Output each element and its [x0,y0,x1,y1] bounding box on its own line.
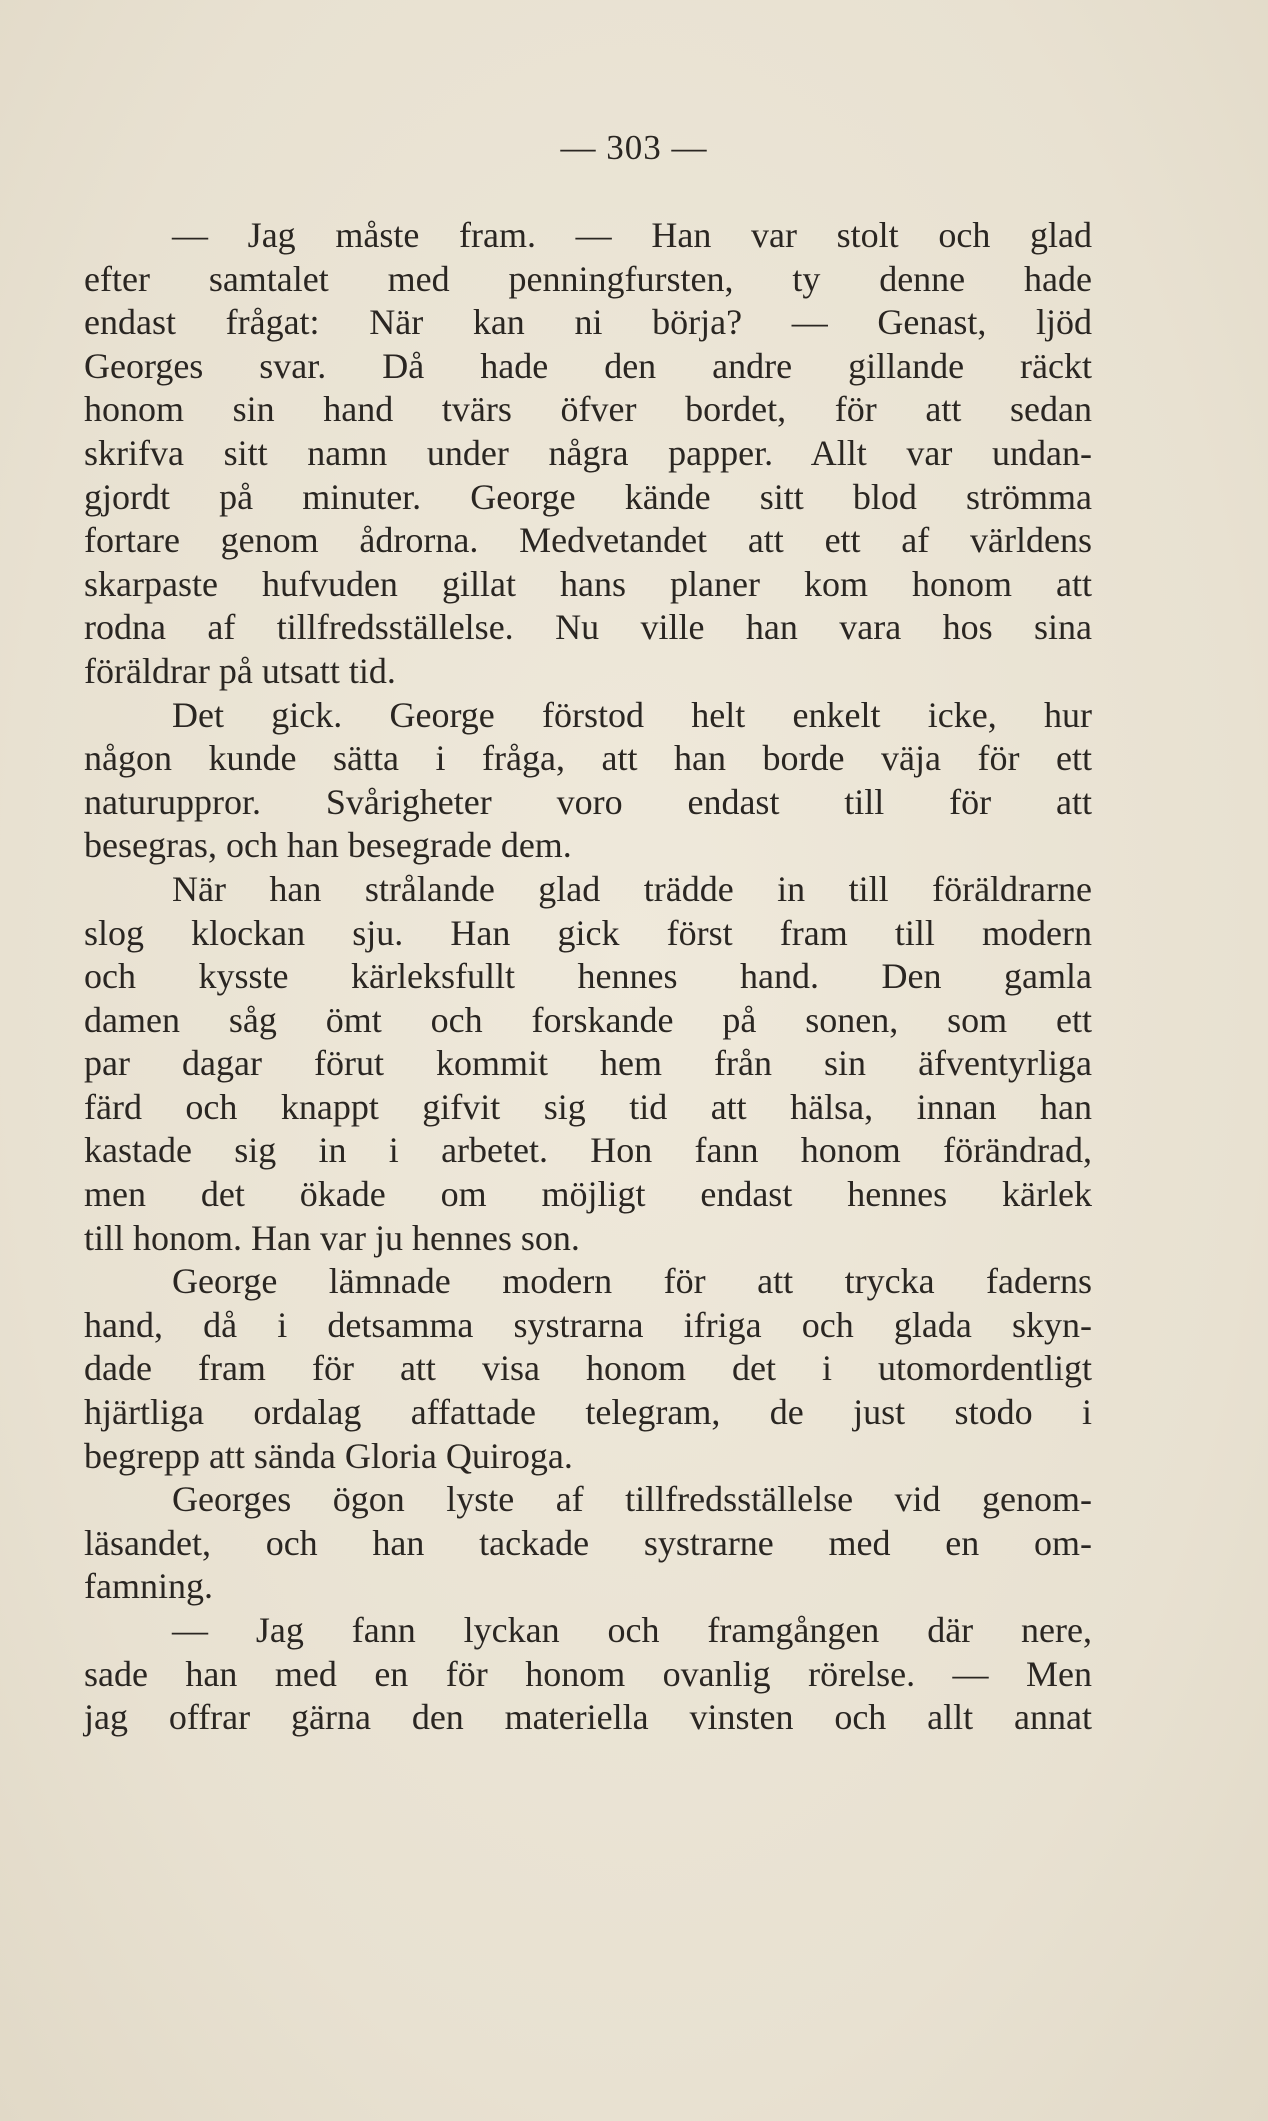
text-line: till honom. Han var ju hennes son. [84,1217,580,1258]
text-line: damen såg ömt och forskande på sonen, som ett [84,999,1092,1040]
text-line: honom sin hand tvärs öfver bordet, för att sedan [84,389,1092,430]
text-line: jag offrar gärna den materiella vinsten och allt annat [84,1697,1092,1738]
text-line: sade han med en för honom ovanlig rörelse. — Men [84,1653,1092,1694]
text-line: begrepp att sända Gloria Quiroga. [84,1435,573,1476]
text-line: färd och knappt gifvit sig tid att hälsa, innan han [84,1086,1092,1127]
text-line: efter samtalet med penningfursten, ty denne hade [84,258,1092,299]
text-line: hand, då i detsamma systrarna ifriga och glada skyn- [84,1304,1092,1345]
text-line: kastade sig in i arbetet. Hon fann honom förändrad, [84,1130,1092,1171]
text-line: skarpaste hufvuden gillat hans planer kom honom att [84,563,1092,604]
text-line: och kysste kärleksfullt hennes hand. Den gamla [84,956,1092,997]
text-line: fortare genom ådrorna. Medvetandet att ett af världens [84,520,1092,561]
text-line: Georges svar. Då hade den andre gillande räckt [84,345,1092,386]
text-line: föräldrar på utsatt tid. [84,650,396,691]
text-line: men det ökade om möjligt endast hennes kärlek [84,1174,1092,1215]
text-line: slog klockan sju. Han gick först fram till modern [84,912,1092,953]
text-line: gjordt på minuter. George kände sitt blod strömma [84,476,1092,517]
text-line: Det gick. George förstod helt enkelt icke, hur [172,694,1092,735]
text-line: någon kunde sätta i fråga, att han borde väja för ett [84,738,1092,779]
text-line: — Jag fann lyckan och framgången där nere, [172,1610,1092,1650]
text-line: dade fram för att visa honom det i utomordentligt [84,1348,1092,1389]
text-line: par dagar förut kommit hem från sin äfventyrliga [84,1043,1092,1084]
text-line: — Jag måste fram. — Han var stolt och glad [172,215,1092,255]
text-line: famning. [84,1566,213,1607]
text-line: skrifva sitt namn under några papper. Allt var undan- [84,432,1092,473]
text-line: besegras, och han besegrade dem. [84,825,572,866]
text-line: George lämnade modern för att trycka faderns [172,1261,1092,1302]
text-line: naturuppror. Svårigheter voro endast till för att [84,781,1092,822]
text-line: hjärtliga ordalag affattade telegram, de just stodo i [84,1392,1092,1433]
page-number: — 303 — [560,128,708,167]
text-line: rodna af tillfredsställelse. Nu ville han vara hos sina [84,607,1092,648]
text-line: endast frågat: När kan ni börja? — Genast, ljöd [84,302,1092,343]
text-line: När han strålande glad trädde in till föräldrarne [172,868,1092,909]
body-text [84,214,1092,1740]
text-line: läsandet, och han tackade systrarne med en om- [84,1522,1092,1563]
text-line: Georges ögon lyste af tillfredsställelse vid genom- [172,1479,1092,1520]
